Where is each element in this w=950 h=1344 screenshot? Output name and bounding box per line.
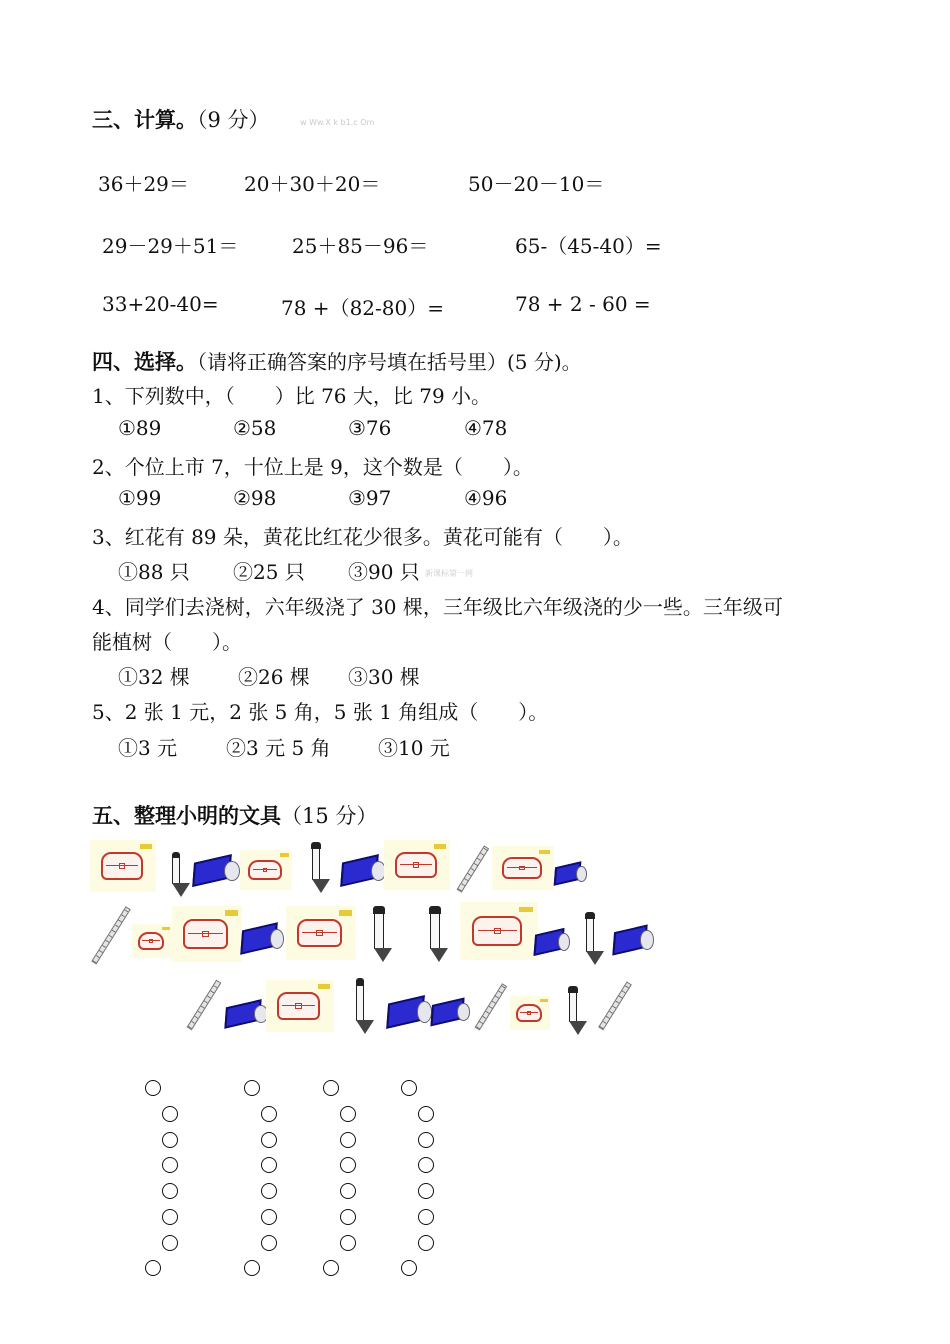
tally-circle: [162, 1157, 178, 1173]
eraser-icon: [532, 924, 572, 960]
section3-watermark: w Ww.X k b1.c Om: [300, 118, 375, 127]
tally-circle: [418, 1106, 434, 1122]
calc-item: 50－20－10＝: [468, 172, 605, 196]
option: ④96: [464, 486, 508, 510]
tally-circle: [401, 1080, 417, 1096]
tally-circle: [340, 1183, 356, 1199]
option: ③97: [348, 486, 392, 510]
ruler-icon: [472, 984, 512, 1030]
tally-circle: [261, 1183, 277, 1199]
tally-circle: [418, 1132, 434, 1148]
question-1: 1、下列数中，（ ）比 76 大，比 79 小。: [92, 384, 492, 408]
section4-instruction: （请将正确答案的序号填在括号里）(5 分)。: [197, 350, 582, 374]
tally-circle: [244, 1080, 260, 1096]
section3-score: （9 分）: [197, 108, 270, 132]
question-4: 4、同学们去浇树，六年级浇了 30 棵，三年级比六年级浇的少一些。三年级可: [92, 595, 783, 619]
tally-circle: [340, 1157, 356, 1173]
tally-circle: [145, 1080, 161, 1096]
lunchbox-icon: [266, 980, 334, 1032]
lunchbox-icon: [240, 850, 292, 890]
tally-circle: [162, 1235, 178, 1251]
calc-item: 33+20-40=: [102, 292, 219, 316]
tally-circle: [261, 1235, 277, 1251]
pencil-icon: [562, 984, 584, 1032]
question-5: 5、2 张 1 元，2 张 5 角，5 张 1 角组成（ ）。: [92, 700, 549, 724]
calc-item: 20＋30＋20＝: [244, 172, 381, 196]
tally-circle: [401, 1260, 417, 1276]
section3-heading: [92, 104, 270, 134]
option: ③10 元: [378, 736, 450, 760]
tally-circle: [340, 1132, 356, 1148]
pencil-icon: [422, 904, 448, 960]
lunchbox-icon: [286, 906, 356, 960]
eraser-icon: [238, 918, 286, 960]
tally-circle: [323, 1080, 339, 1096]
eraser-icon: [384, 990, 434, 1034]
option: ②25 只: [233, 560, 305, 584]
eraser-icon: [338, 850, 388, 892]
calc-item: 65-（45-40）=: [515, 234, 662, 258]
section5-title: 五、整理小明的文具: [92, 804, 281, 828]
option: ③30 棵: [348, 665, 420, 689]
section3-title: 三、计算。: [92, 108, 197, 132]
section4-title: 四、选择。: [92, 350, 197, 374]
lunchbox-icon: [460, 902, 538, 960]
tally-circle: [418, 1209, 434, 1225]
tally-circle: [340, 1235, 356, 1251]
tally-circle: [162, 1132, 178, 1148]
option: ④78: [464, 416, 508, 440]
tally-circle: [162, 1209, 178, 1225]
section5-heading: [92, 800, 377, 830]
eraser-icon: [190, 850, 242, 892]
pencil-icon: [304, 840, 328, 890]
option: ②58: [233, 416, 277, 440]
tally-circle: [418, 1157, 434, 1173]
tally-circle: [145, 1260, 161, 1276]
tally-circle: [261, 1106, 277, 1122]
ruler-icon: [92, 906, 132, 964]
tally-circle: [340, 1106, 356, 1122]
pencil-icon: [366, 904, 392, 960]
pencil-icon: [166, 850, 186, 892]
lunchbox-icon: [510, 996, 550, 1030]
option: ②26 棵: [238, 665, 310, 689]
tally-circle: [418, 1183, 434, 1199]
lunchbox-icon: [172, 906, 242, 962]
lunchbox-icon: [132, 924, 172, 958]
pencil-icon: [350, 976, 370, 1032]
option: ①3 元: [118, 736, 178, 760]
tally-circle: [162, 1106, 178, 1122]
option: ③76: [348, 416, 392, 440]
lunchbox-icon: [384, 840, 450, 890]
ruler-icon: [596, 982, 636, 1030]
option: ②98: [233, 486, 277, 510]
eraser-icon: [610, 920, 656, 960]
option: ①88 只: [118, 560, 190, 584]
eraser-icon: [222, 996, 270, 1032]
option: ①32 棵: [118, 665, 190, 689]
lunchbox-icon: [492, 846, 554, 890]
calc-item: 36＋29＝: [98, 172, 189, 196]
question-4-continued: 能植树（ ）。: [92, 630, 242, 654]
calc-item: 78 + 2 - 60 =: [515, 292, 651, 316]
ruler-icon: [456, 846, 492, 892]
question-3: 3、红花有 89 朵，黄花比红花少很多。黄花可能有（ ）。: [92, 525, 633, 549]
tally-circle: [162, 1183, 178, 1199]
pencil-icon: [578, 910, 602, 962]
option: ①99: [118, 486, 162, 510]
option: ②3 元 5 角: [226, 736, 331, 760]
eraser-icon: [428, 994, 472, 1030]
calc-item: 25＋85－96＝: [292, 234, 429, 258]
option: ③90 只: [348, 560, 420, 584]
tally-circle: [261, 1209, 277, 1225]
tally-circle: [261, 1157, 277, 1173]
calc-item: 29－29＋51＝: [102, 234, 239, 258]
tally-circle: [340, 1209, 356, 1225]
section5-score: （15 分）: [281, 804, 378, 828]
lunchbox-icon: [90, 840, 156, 892]
question-3-watermark: 新课标第一网: [425, 569, 473, 578]
section4-heading: [92, 346, 582, 376]
eraser-icon: [552, 858, 588, 890]
tally-circle: [261, 1132, 277, 1148]
tally-circle: [323, 1260, 339, 1276]
calc-item: 78 +（82-80）=: [281, 296, 444, 320]
question-2: 2、个位上市 7，十位上是 9，这个数是（ ）。: [92, 455, 533, 479]
tally-circle: [244, 1260, 260, 1276]
tally-circle: [418, 1235, 434, 1251]
option: ①89: [118, 416, 162, 440]
ruler-icon: [186, 980, 224, 1030]
